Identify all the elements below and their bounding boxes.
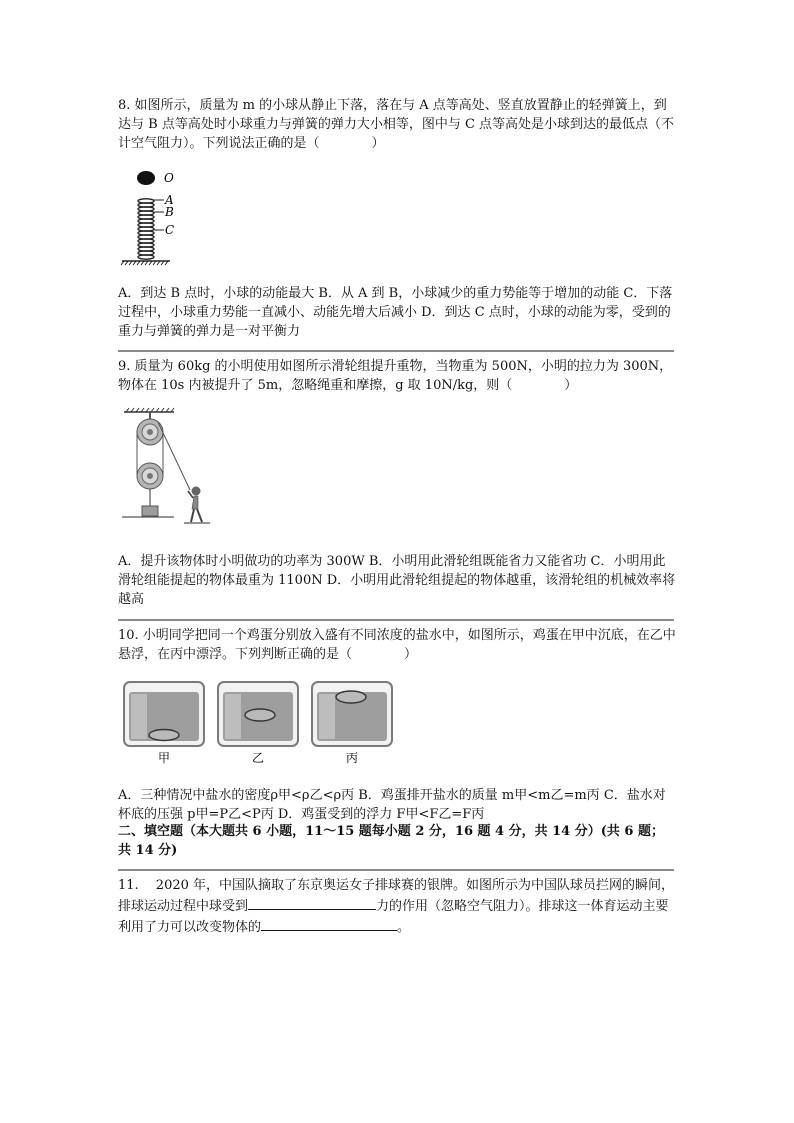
q11-text	[118, 876, 676, 937]
q11-part2: 力的作用（忽略空气阻力）。排球这一体育运动主要利用了力可以改变物体的	[118, 899, 669, 935]
label-o: O	[164, 171, 174, 185]
label-bing: 丙	[345, 751, 359, 765]
divider	[118, 619, 674, 621]
q9-options: A．提升该物体时小明做功的功率为 300W B．小明用此滑轮组既能省力又能省功 C．小明用此滑轮组能提起的物体最重为 1100N D．小明用此滑轮组提起的物体越重，该滑轮组的机械效率将越高	[118, 554, 676, 607]
label-c: C	[165, 223, 175, 237]
q10-options: A．三种情况中盐水的密度ρ甲<ρ乙<ρ丙 B．鸡蛋排开盐水的质量 m甲<m乙=m丙 C．盐水对杯底的压强 p甲=P乙<P丙 D．鸡蛋受到的浮力 F甲<F乙=F丙	[118, 788, 666, 822]
q9-stem: 9. 质量为 60kg 的小明使用如图所示滑轮组提升重物，当物重为 500N，小明的拉力为 300N，物体在 10s 内被提升了 5m，忽略绳重和摩擦，g 取 10N/kg，则（ ）	[118, 359, 673, 393]
fixed-pulley	[137, 419, 163, 445]
divider	[118, 350, 674, 352]
spring	[138, 199, 154, 259]
movable-pulley	[137, 463, 163, 489]
beaker-bing	[312, 682, 392, 746]
answer-blank-2[interactable]	[261, 916, 397, 931]
spring-ball-figure	[118, 166, 188, 268]
weight-block	[142, 506, 158, 516]
ground	[121, 261, 170, 265]
person-pulling	[184, 487, 210, 524]
q11-part3: 。	[397, 920, 411, 935]
egg-jia	[149, 730, 179, 741]
pulley-figure	[118, 404, 218, 530]
eggs-in-saltwater-figure	[122, 680, 394, 766]
beaker-yi	[218, 682, 298, 746]
q11-part1: 11. 2020 年，中国队摘取了东京奥运女子排球赛的银牌。如图所示为中国队球员拦网的瞬间，排球运动过程中球受到	[118, 878, 675, 914]
label-yi: 乙	[251, 751, 265, 765]
ball	[137, 171, 155, 185]
q10-stem: 10. 小明同学把同一个鸡蛋分别放入盛有不同浓度的盐水中，如图所示，鸡蛋在甲中沉底，在乙中悬浮，在丙中漂浮。下列判断正确的是（ ）	[118, 628, 676, 662]
q8-options: A．到达 B 点时，小球的动能最大 B．从 A 到 B，小球减少的重力势能等于增加的动能 C．下落过程中，小球重力势能一直减小、动能先增大后减小 D．到达 C 点时，小球的动能为零，受到的重力与弹簧的弹力是一对平衡力	[118, 286, 673, 339]
section-heading: 二、填空题（本大题共 6 小题，11～15 题每小题 2 分，16 题 4 分，共 14 分）(共 6 题；共 14 分)	[118, 824, 665, 858]
label-jia: 甲	[157, 751, 171, 765]
q8-stem: 8. 如图所示，质量为 m 的小球从静止下落，落在与 A 点等高处、竖直放置静止的轻弹簧上，到达与 B 点等高处时小球重力与弹簧的弹力大小相等，图中与 C 点等高处是小球到达的最低点（不计空气阻力）。下列说法正确的是（ ）	[118, 98, 675, 151]
divider	[118, 869, 674, 871]
label-a: A	[165, 193, 174, 207]
egg-bing	[336, 691, 366, 703]
label-b: B	[165, 205, 174, 219]
egg-yi	[245, 709, 275, 721]
answer-blank-1[interactable]	[248, 895, 376, 910]
beaker-jia	[124, 682, 204, 746]
